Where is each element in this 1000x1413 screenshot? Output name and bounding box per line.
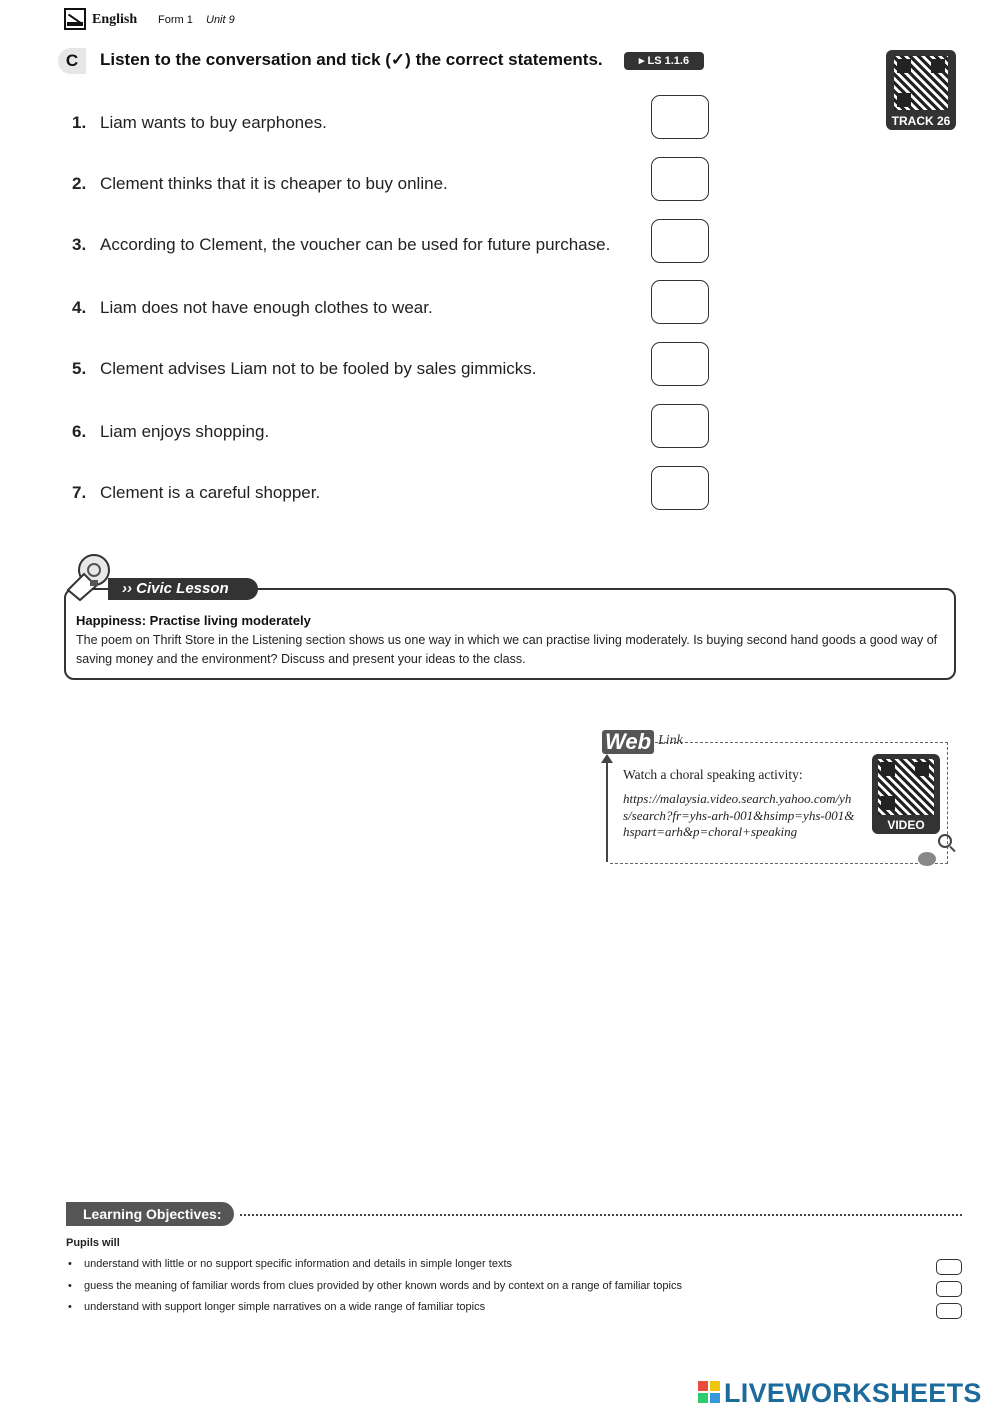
statement-text: Clement thinks that it is cheaper to buy online.	[100, 174, 448, 193]
statement-2	[72, 174, 448, 194]
statement-text: According to Clement, the voucher can be used for future purchase.	[100, 235, 611, 254]
objective-item-2: • guess the meaning of familiar words from clues provided by other known words and by context on a range of familiar topics	[68, 1280, 682, 1292]
statement-7	[72, 483, 320, 503]
tick-box-5[interactable]	[651, 342, 709, 386]
statement-number: 2.	[72, 174, 87, 193]
objective-text: guess the meaning of familiar words from clues provided by other known words and by context on a range of familiar topics	[84, 1280, 682, 1292]
weblink-logo: Web	[602, 730, 654, 754]
learning-objectives-tag: Learning Objectives:	[66, 1202, 234, 1226]
objective-text: understand with support longer simple narratives on a wide range of familiar topics	[84, 1301, 486, 1313]
publisher-logo-icon	[64, 8, 86, 30]
liveworksheets-logo-icon	[698, 1381, 720, 1403]
ls-badge: ▸ LS 1.1.6	[624, 52, 704, 70]
section-instruction: Listen to the conversation and tick (✓) the correct statements.	[100, 50, 603, 69]
header-unit: Unit 9	[206, 14, 235, 26]
tick-box-6[interactable]	[651, 404, 709, 448]
statement-number: 6.	[72, 422, 87, 441]
liveworksheets-brand: LIVEWORKSHEETS	[724, 1378, 982, 1408]
statement-number: 3.	[72, 235, 87, 254]
statement-6	[72, 422, 269, 442]
statement-5	[72, 359, 537, 379]
video-qr-code[interactable]	[872, 754, 940, 834]
objective-box-3[interactable]	[936, 1303, 962, 1319]
header-subject: English	[92, 12, 138, 27]
objective-box-1[interactable]	[936, 1259, 962, 1275]
statement-number: 4.	[72, 298, 87, 317]
tick-box-3[interactable]	[651, 219, 709, 263]
tick-box-2[interactable]	[651, 157, 709, 201]
weblink-watch-text: Watch a choral speaking activity:	[623, 767, 803, 782]
statement-text: Liam enjoys shopping.	[100, 422, 270, 441]
statement-number: 5.	[72, 359, 87, 378]
section-letter: C	[58, 48, 86, 74]
statement-number: 7.	[72, 483, 87, 502]
objective-text: understand with little or no support specific information and details in simple longer texts	[84, 1258, 513, 1270]
video-label: VIDEO	[887, 818, 925, 832]
magnifier-icon	[938, 834, 952, 848]
tick-box-4[interactable]	[651, 280, 709, 324]
qr-code-icon	[878, 759, 934, 815]
track-label: TRACK 26	[891, 114, 951, 128]
statement-3	[72, 235, 610, 255]
civic-lesson-title: Happiness: Practise living moderately	[76, 613, 311, 628]
objective-item-3: • understand with support longer simple narratives on a wide range of familiar topics	[68, 1301, 486, 1313]
statement-1	[72, 113, 327, 133]
objective-box-2[interactable]	[936, 1281, 962, 1297]
pupils-will-label: Pupils will	[66, 1237, 120, 1249]
weblink-arrow-line	[606, 760, 608, 862]
weblink-url[interactable]: https://malaysia.video.search.yahoo.com/yhs/search?fr=yhs-arh-001&hsimp=yhs-001&hspart=arh&p=choral+speaking	[623, 791, 855, 839]
qr-code-icon	[894, 56, 948, 110]
tick-box-7[interactable]	[651, 466, 709, 510]
track-qr-code[interactable]	[886, 50, 956, 130]
mouse-icon	[918, 852, 936, 866]
dotted-divider	[240, 1214, 962, 1216]
statement-text: Clement is a careful shopper.	[100, 483, 321, 502]
statement-number: 1.	[72, 113, 87, 132]
weblink-logo-link: Link	[658, 733, 683, 748]
statement-text: Liam does not have enough clothes to wear.	[100, 298, 433, 317]
objective-item-1: • understand with little or no support specific information and details in simple longer texts	[68, 1258, 513, 1270]
civic-lesson-tag: ›› Civic Lesson	[108, 578, 258, 600]
header-form: Form 1	[158, 14, 193, 26]
statement-text: Liam wants to buy earphones.	[100, 113, 327, 132]
statement-text: Clement advises Liam not to be fooled by sales gimmicks.	[100, 359, 537, 378]
tick-box-1[interactable]	[651, 95, 709, 139]
civic-lesson-body: The poem on Thrift Store in the Listening section shows us one way in which we can practise living moderately. Is buying second hand goods a good way of saving money and the environment? Discuss and present your ideas to the class.	[76, 633, 938, 666]
statement-4	[72, 298, 433, 318]
